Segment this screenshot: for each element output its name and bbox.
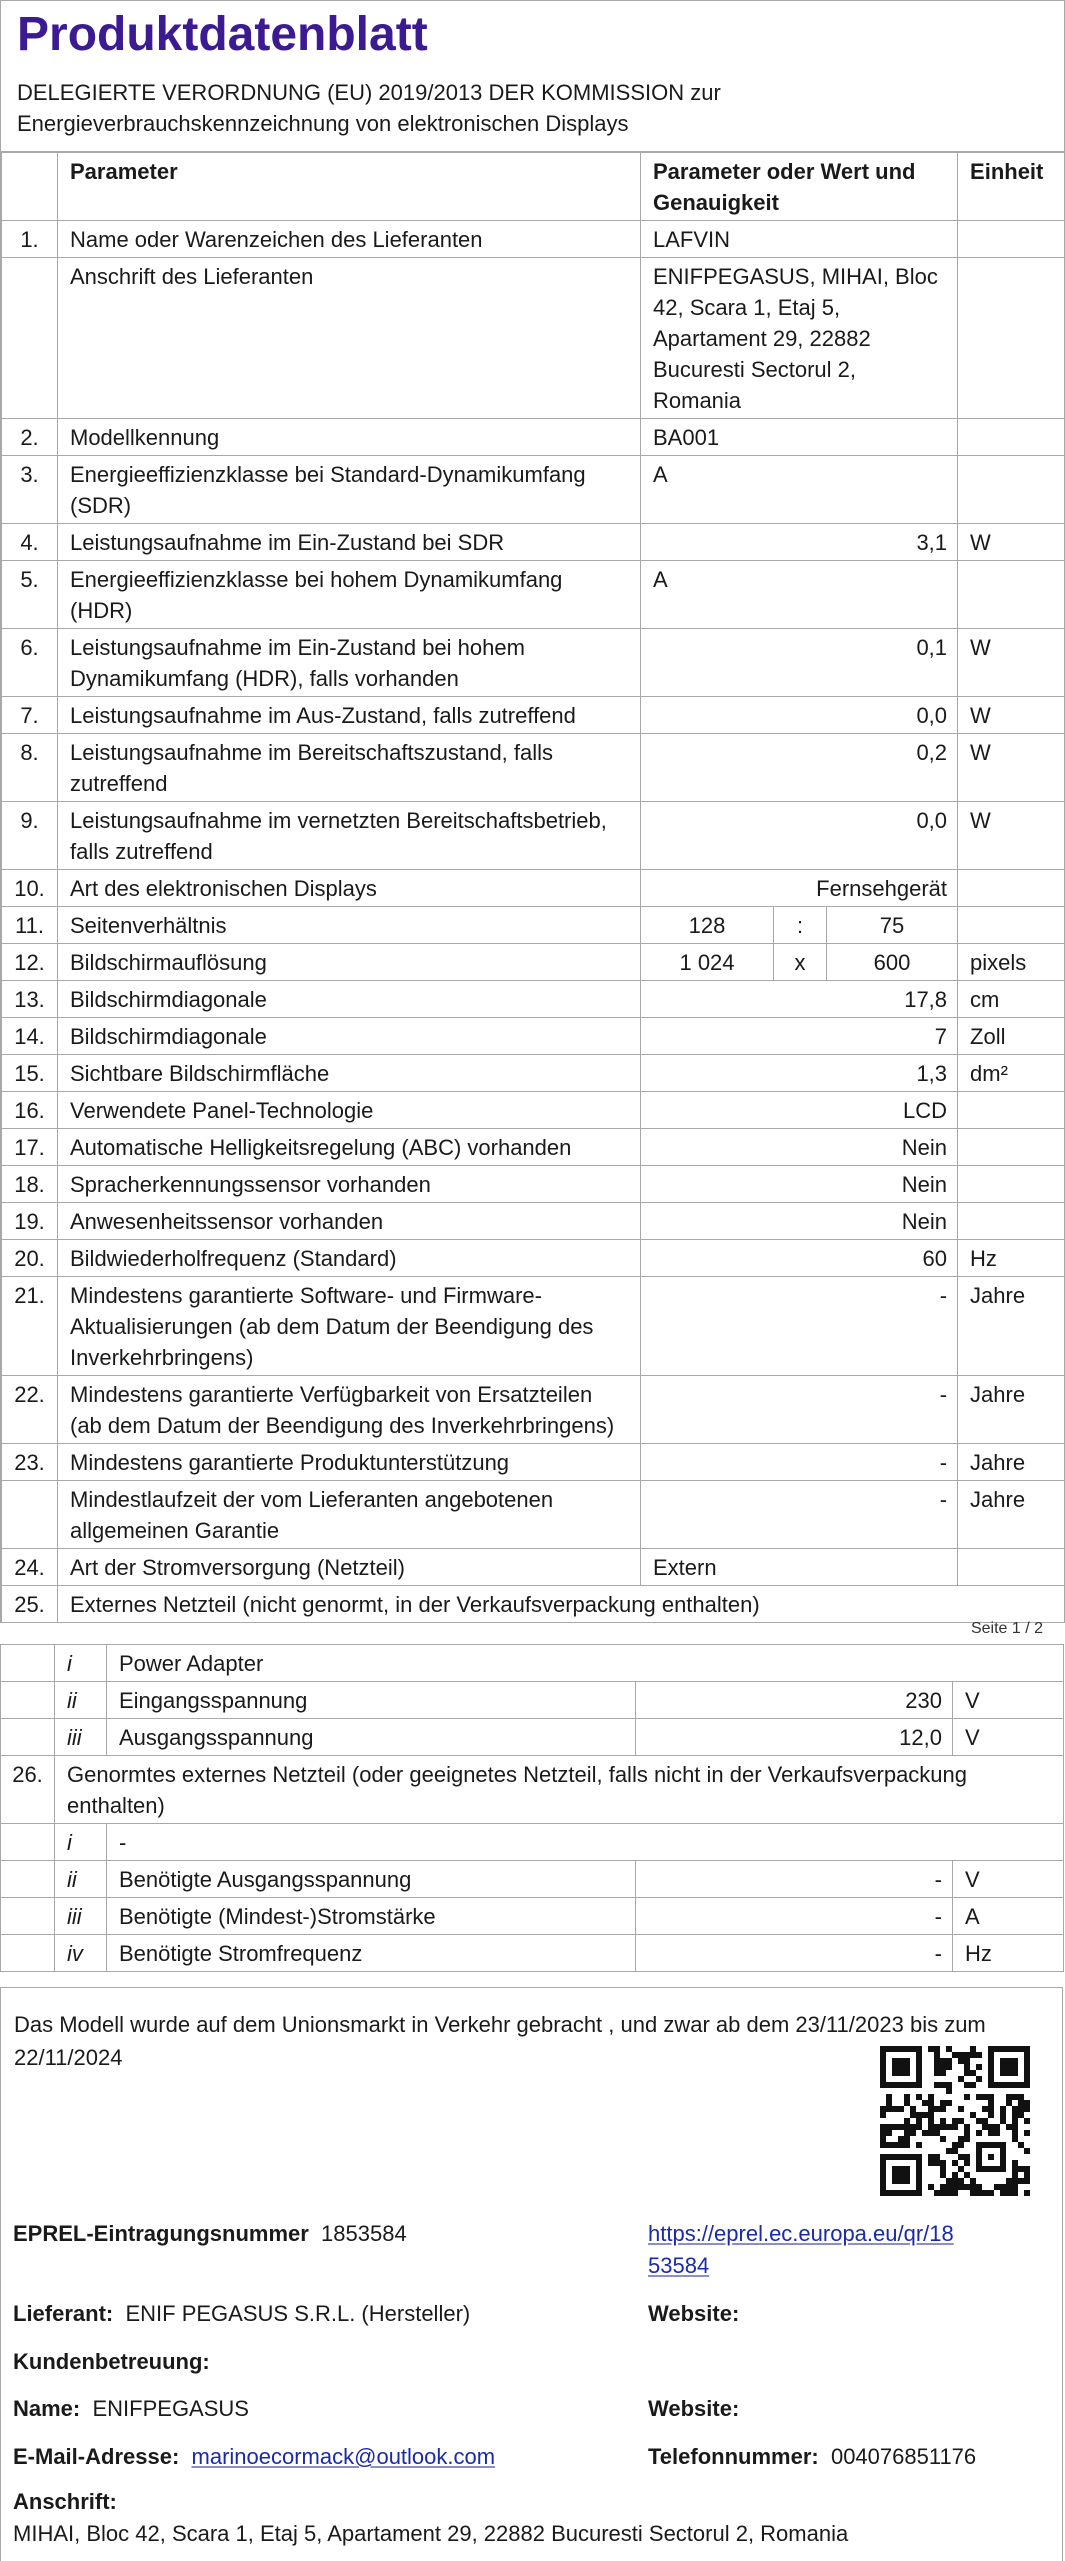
row-unit <box>958 561 1065 629</box>
table-row <box>1 1645 1064 1682</box>
supplier-line: Lieferant: ENIF PEGASUS S.R.L. (Hersteller) <box>13 2301 471 2326</box>
row-unit <box>958 1203 1065 1240</box>
row-value: 3,1 <box>641 524 958 561</box>
header-value: Parameter oder Wert und Genauigkeit <box>641 153 958 221</box>
row-value-a: 1 024 <box>641 944 774 981</box>
table-row <box>1 1682 1064 1719</box>
row-value: Nein <box>641 1129 958 1166</box>
row-number: 9. <box>2 802 58 870</box>
email-link[interactable]: marinoecormack@outlook.com <box>191 2444 496 2469</box>
row-number <box>1 1719 55 1756</box>
row-value: LCD <box>641 1092 958 1129</box>
row-value: 230 <box>636 1682 953 1719</box>
row-unit: V <box>953 1682 1064 1719</box>
row-unit: W <box>958 697 1065 734</box>
table-row <box>2 1586 1065 1623</box>
row-value-b: 75 <box>827 907 958 944</box>
table-row <box>2 1549 1065 1586</box>
row-number: 8. <box>2 734 58 802</box>
row-number: 23. <box>2 1444 58 1481</box>
row-number <box>2 258 58 419</box>
datasheet-header <box>1 1 1064 152</box>
row-label: Verwendete Panel-Technologie <box>58 1092 641 1129</box>
row-label: Art des elektronischen Displays <box>58 870 641 907</box>
row-value-a: 128 <box>641 907 774 944</box>
row-value: LAFVIN <box>641 221 958 258</box>
table-row <box>2 1376 1065 1444</box>
row-number: 13. <box>2 981 58 1018</box>
row-number: 11. <box>2 907 58 944</box>
table-row <box>1 1719 1064 1756</box>
row-number <box>1 1682 55 1719</box>
row-number: 20. <box>2 1240 58 1277</box>
row-label: Bildschirmdiagonale <box>58 981 641 1018</box>
row-value: Nein <box>641 1203 958 1240</box>
table-row <box>2 870 1065 907</box>
email-line: E-Mail-Adresse: marinoecormack@outlook.com <box>13 2444 496 2469</box>
eprel-link[interactable]: https://eprel.ec.europa.eu/qr/18 53584 <box>648 2221 954 2278</box>
row-roman-index: iii <box>55 1898 107 1935</box>
market-period-text: Das Modell wurde auf dem Unionsmarkt in Verkehr gebracht , und zwar ab dem 23/11/2023 bis zum 22/11/2024 <box>14 2012 986 2070</box>
row-number: 2. <box>2 419 58 456</box>
power-supply-section <box>0 1644 1063 1972</box>
row-value: 0,1 <box>641 629 958 697</box>
row-label: Leistungsaufnahme im Ein-Zustand bei SDR <box>58 524 641 561</box>
row-label: Energieeffizienzklasse bei Standard-Dynamikumfang (SDR) <box>58 456 641 524</box>
table-row <box>2 561 1065 629</box>
row-value: A <box>641 561 958 629</box>
row-value: 1,3 <box>641 1055 958 1092</box>
table-row <box>2 1018 1065 1055</box>
row-roman-index: ii <box>55 1861 107 1898</box>
row-unit: Jahre <box>958 1277 1065 1376</box>
row-number: 26. <box>1 1756 55 1824</box>
row-value: - <box>641 1481 958 1549</box>
table-row <box>2 258 1065 419</box>
address-label: Anschrift: <box>13 2489 117 2514</box>
row-unit: W <box>958 802 1065 870</box>
table-row <box>2 1055 1065 1092</box>
row-unit <box>958 1129 1065 1166</box>
row-value: 17,8 <box>641 981 958 1018</box>
table-row <box>2 1203 1065 1240</box>
row-unit <box>958 907 1065 944</box>
row-number: 4. <box>2 524 58 561</box>
eprel-number: EPREL-Eintragungsnummer 1853584 <box>13 2221 407 2246</box>
row-value: 0,0 <box>641 697 958 734</box>
row-unit: pixels <box>958 944 1065 981</box>
table-row <box>2 629 1065 697</box>
row-number <box>2 1481 58 1549</box>
row-unit <box>958 456 1065 524</box>
row-value: A <box>641 456 958 524</box>
row-value: 60 <box>641 1240 958 1277</box>
row-unit <box>958 1092 1065 1129</box>
table-row <box>2 1444 1065 1481</box>
table-row <box>2 1129 1065 1166</box>
row-label: Modellkennung <box>58 419 641 456</box>
row-label: Benötigte (Mindest-)Stromstärke <box>107 1898 636 1935</box>
table-row <box>2 1240 1065 1277</box>
page-number: Seite 1 / 2 <box>970 1620 1043 1637</box>
row-unit <box>958 221 1065 258</box>
row-label: Anwesenheitssensor vorhanden <box>58 1203 641 1240</box>
table-row <box>2 734 1065 802</box>
row-label: Externes Netzteil (nicht genormt, in der Verkaufsverpackung enthalten) <box>58 1586 1065 1623</box>
row-label: Anschrift des Lieferanten <box>58 258 641 419</box>
row-number: 1. <box>2 221 58 258</box>
row-number: 5. <box>2 561 58 629</box>
header-unit: Einheit <box>958 153 1065 221</box>
row-number: 24. <box>2 1549 58 1586</box>
row-label: Automatische Helligkeitsregelung (ABC) vorhanden <box>58 1129 641 1166</box>
row-label: Ausgangsspannung <box>107 1719 636 1756</box>
row-unit: V <box>953 1861 1064 1898</box>
support-label: Kundenbetreuung: <box>13 2349 210 2374</box>
row-value-separator: : <box>774 907 827 944</box>
row-value: - <box>636 1898 953 1935</box>
row-value: 0,0 <box>641 802 958 870</box>
qr-code-icon[interactable] <box>880 2046 1030 2196</box>
header-parameter: Parameter <box>58 153 641 221</box>
row-unit <box>958 419 1065 456</box>
row-unit: Hz <box>958 1240 1065 1277</box>
phone-line: Telefonnummer: 004076851176 <box>648 2444 977 2469</box>
row-label: Eingangsspannung <box>107 1682 636 1719</box>
row-unit: Zoll <box>958 1018 1065 1055</box>
row-value-b: 600 <box>827 944 958 981</box>
row-number <box>1 1898 55 1935</box>
row-unit <box>958 258 1065 419</box>
row-value: - <box>641 1376 958 1444</box>
table-row <box>1 1935 1064 1972</box>
row-label: - <box>107 1824 1064 1861</box>
row-unit: Hz <box>953 1935 1064 1972</box>
row-unit: Jahre <box>958 1376 1065 1444</box>
row-roman-index: i <box>55 1824 107 1861</box>
row-label: Leistungsaufnahme im Ein-Zustand bei hohem Dynamikumfang (HDR), falls vorhanden <box>58 629 641 697</box>
row-value-separator: x <box>774 944 827 981</box>
row-value: - <box>641 1444 958 1481</box>
row-value: Fernsehgerät <box>641 870 958 907</box>
table-header-row <box>2 153 1065 221</box>
row-unit: Jahre <box>958 1481 1065 1549</box>
row-number: 3. <box>2 456 58 524</box>
address-value: MIHAI, Bloc 42, Scara 1, Etaj 5, Apartament 29, 22882 Bucuresti Sectorul 2, Romania <box>13 2521 849 2546</box>
table-row <box>2 456 1065 524</box>
row-label: Benötigte Stromfrequenz <box>107 1935 636 1972</box>
row-number <box>1 1935 55 1972</box>
row-unit: cm <box>958 981 1065 1018</box>
row-label: Bildschirmauflösung <box>58 944 641 981</box>
row-value: Extern <box>641 1549 958 1586</box>
website2-label: Website: <box>648 2396 740 2421</box>
table-row <box>2 1277 1065 1376</box>
row-number: 7. <box>2 697 58 734</box>
row-unit: Jahre <box>958 1444 1065 1481</box>
row-unit: V <box>953 1719 1064 1756</box>
row-number <box>1 1824 55 1861</box>
row-value: - <box>636 1935 953 1972</box>
parameter-table <box>1 152 1065 1623</box>
contact-name: Name: ENIFPEGASUS <box>13 2396 249 2421</box>
table-row <box>2 419 1065 456</box>
row-number <box>1 1645 55 1682</box>
row-value: - <box>641 1277 958 1376</box>
row-label: Mindestens garantierte Verfügbarkeit von Ersatzteilen (ab dem Datum der Beendigung des Inverkehrbringens) <box>58 1376 641 1444</box>
row-roman-index: iii <box>55 1719 107 1756</box>
row-number: 18. <box>2 1166 58 1203</box>
row-unit: dm² <box>958 1055 1065 1092</box>
row-number: 19. <box>2 1203 58 1240</box>
table-row <box>2 1166 1065 1203</box>
website-label: Website: <box>648 2301 740 2326</box>
row-label: Bildwiederholfrequenz (Standard) <box>58 1240 641 1277</box>
row-unit <box>958 1166 1065 1203</box>
row-unit <box>958 870 1065 907</box>
row-roman-index: ii <box>55 1682 107 1719</box>
row-label: Mindestens garantierte Produktunterstützung <box>58 1444 641 1481</box>
row-label: Name oder Warenzeichen des Lieferanten <box>58 221 641 258</box>
row-value: ENIFPEGASUS, MIHAI, Bloc 42, Scara 1, Etaj 5, Apartament 29, 22882 Bucuresti Sectorul 2, Romania <box>641 258 958 419</box>
row-label: Leistungsaufnahme im Aus-Zustand, falls zutreffend <box>58 697 641 734</box>
row-unit: W <box>958 734 1065 802</box>
table-row <box>2 981 1065 1018</box>
row-roman-index: i <box>55 1645 107 1682</box>
row-number <box>1 1861 55 1898</box>
row-value: 12,0 <box>636 1719 953 1756</box>
table-row <box>2 944 1065 981</box>
row-label: Sichtbare Bildschirmfläche <box>58 1055 641 1092</box>
row-unit: W <box>958 629 1065 697</box>
row-label: Power Adapter <box>107 1645 1064 1682</box>
table-row <box>1 1861 1064 1898</box>
page-title: Produktdatenblatt <box>17 8 428 61</box>
row-value: 7 <box>641 1018 958 1055</box>
table-row <box>1 1756 1064 1824</box>
row-number: 16. <box>2 1092 58 1129</box>
row-label: Mindestlaufzeit der vom Lieferanten angebotenen allgemeinen Garantie <box>58 1481 641 1549</box>
row-number: 15. <box>2 1055 58 1092</box>
row-value: - <box>636 1861 953 1898</box>
row-label: Art der Stromversorgung (Netzteil) <box>58 1549 641 1586</box>
row-label: Mindestens garantierte Software- und Firmware-Aktualisierungen (ab dem Datum der Beendigung des Inverkehrbringens) <box>58 1277 641 1376</box>
row-unit <box>958 1549 1065 1586</box>
row-value: 0,2 <box>641 734 958 802</box>
row-number: 6. <box>2 629 58 697</box>
row-value: Nein <box>641 1166 958 1203</box>
row-label: Spracherkennungssensor vorhanden <box>58 1166 641 1203</box>
row-number: 25. <box>2 1586 58 1623</box>
table-row <box>2 1481 1065 1549</box>
row-label: Leistungsaufnahme im vernetzten Bereitschaftsbetrieb, falls zutreffend <box>58 802 641 870</box>
table-row <box>2 697 1065 734</box>
row-number: 17. <box>2 1129 58 1166</box>
table-row <box>1 1898 1064 1935</box>
table-row <box>1 1824 1064 1861</box>
table-row <box>2 1092 1065 1129</box>
row-number: 14. <box>2 1018 58 1055</box>
row-value: BA001 <box>641 419 958 456</box>
table-row <box>2 907 1065 944</box>
table-row <box>2 802 1065 870</box>
row-unit: W <box>958 524 1065 561</box>
row-label: Benötigte Ausgangsspannung <box>107 1861 636 1898</box>
power-supply-table <box>0 1644 1064 1972</box>
row-label: Seitenverhältnis <box>58 907 641 944</box>
row-unit: A <box>953 1898 1064 1935</box>
table-row <box>2 524 1065 561</box>
regulation-subtitle: DELEGIERTE VERORDNUNG (EU) 2019/2013 DER KOMMISSION zur Energieverbrauchskennzeichnung von elektronischen Displays <box>17 80 721 136</box>
row-label: Bildschirmdiagonale <box>58 1018 641 1055</box>
row-number: 21. <box>2 1277 58 1376</box>
row-number: 10. <box>2 870 58 907</box>
row-label: Energieeffizienzklasse bei hohem Dynamikumfang (HDR) <box>58 561 641 629</box>
row-roman-index: iv <box>55 1935 107 1972</box>
row-label: Genormtes externes Netzteil (oder geeignetes Netzteil, falls nicht in der Verkaufsverpackung enthalten) <box>55 1756 1064 1824</box>
row-number: 22. <box>2 1376 58 1444</box>
row-label: Leistungsaufnahme im Bereitschaftszustand, falls zutreffend <box>58 734 641 802</box>
row-number: 12. <box>2 944 58 981</box>
table-row <box>2 221 1065 258</box>
